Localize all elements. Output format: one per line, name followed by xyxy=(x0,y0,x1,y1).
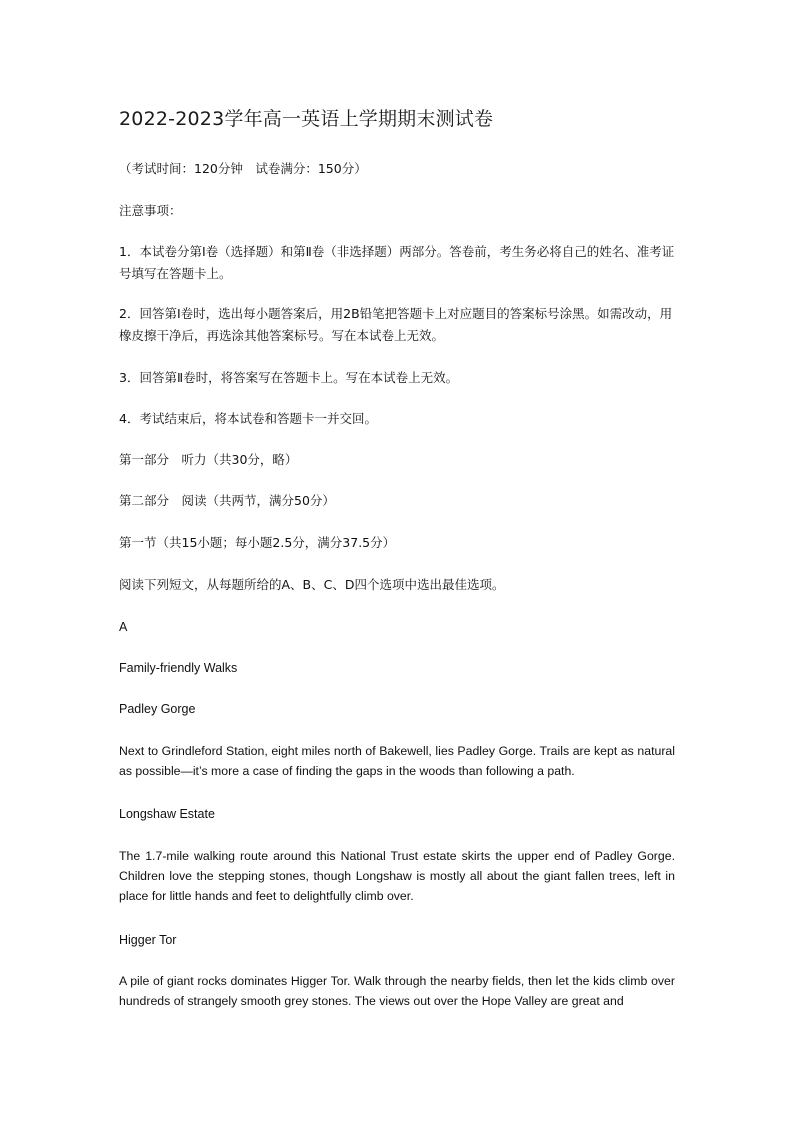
notice-item: 3．回答第Ⅱ卷时，将答案写在答题卡上。写在本试卷上无效。 xyxy=(119,370,459,385)
passage-label: A xyxy=(119,620,128,634)
part-heading-reading: 第二部分 阅读（共两节，满分50分） xyxy=(119,493,335,508)
walk-name: Longshaw Estate xyxy=(119,807,215,821)
notice-item: 2．回答第Ⅰ卷时，选出每小题答案后，用2B铅笔把答题卡上对应题目的答案标号涂黑。如需改动，用橡皮擦干净后，再选涂其他答案标号。写在本试卷上无效。 xyxy=(119,306,673,343)
notice-item: 4．考试结束后，将本试卷和答题卡一并交回。 xyxy=(119,411,377,426)
walk-description: Next to Grindleford Station, eight miles north of Bakewell, lies Padley Gorge. Trails are kept as natural as possible—it’s more a case of finding the gaps in the woods than following a path. xyxy=(119,744,675,778)
part-heading-listening: 第一部分 听力（共30分，略） xyxy=(119,452,298,467)
walk-description: The 1.7-mile walking route around this National Trust estate skirts the upper end of Padley Gorge. Children love the stepping stones, though Longshaw is mostly all about the giant fallen trees, left in place for little hands and feet to delightfully climb over. xyxy=(119,849,675,903)
notice-heading: 注意事项： xyxy=(119,203,182,218)
walk-description: A pile of giant rocks dominates Higger Tor. Walk through the nearby fields, then let the kids climb over hundreds of strangely smooth grey stones. The views out over the Hope Valley are great and xyxy=(119,974,675,1008)
walk-name: Higger Tor xyxy=(119,933,177,947)
page-title: 2022-2023学年高一英语上学期期末测试卷 xyxy=(119,108,494,130)
section-heading: 第一节（共15小题；每小题2.5分，满分37.5分） xyxy=(119,535,396,550)
reading-instruction: 阅读下列短文，从每题所给的A、B、C、D四个选项中选出最佳选项。 xyxy=(119,577,505,592)
passage-title: Family-friendly Walks xyxy=(119,661,238,675)
walk-name: Padley Gorge xyxy=(119,702,196,716)
exam-info: （考试时间：120分钟 试卷满分：150分） xyxy=(119,161,367,176)
notice-item: 1．本试卷分第Ⅰ卷（选择题）和第Ⅱ卷（非选择题）两部分。答卷前，考生务必将自己的姓名、准考证号填写在答题卡上。 xyxy=(119,244,675,281)
